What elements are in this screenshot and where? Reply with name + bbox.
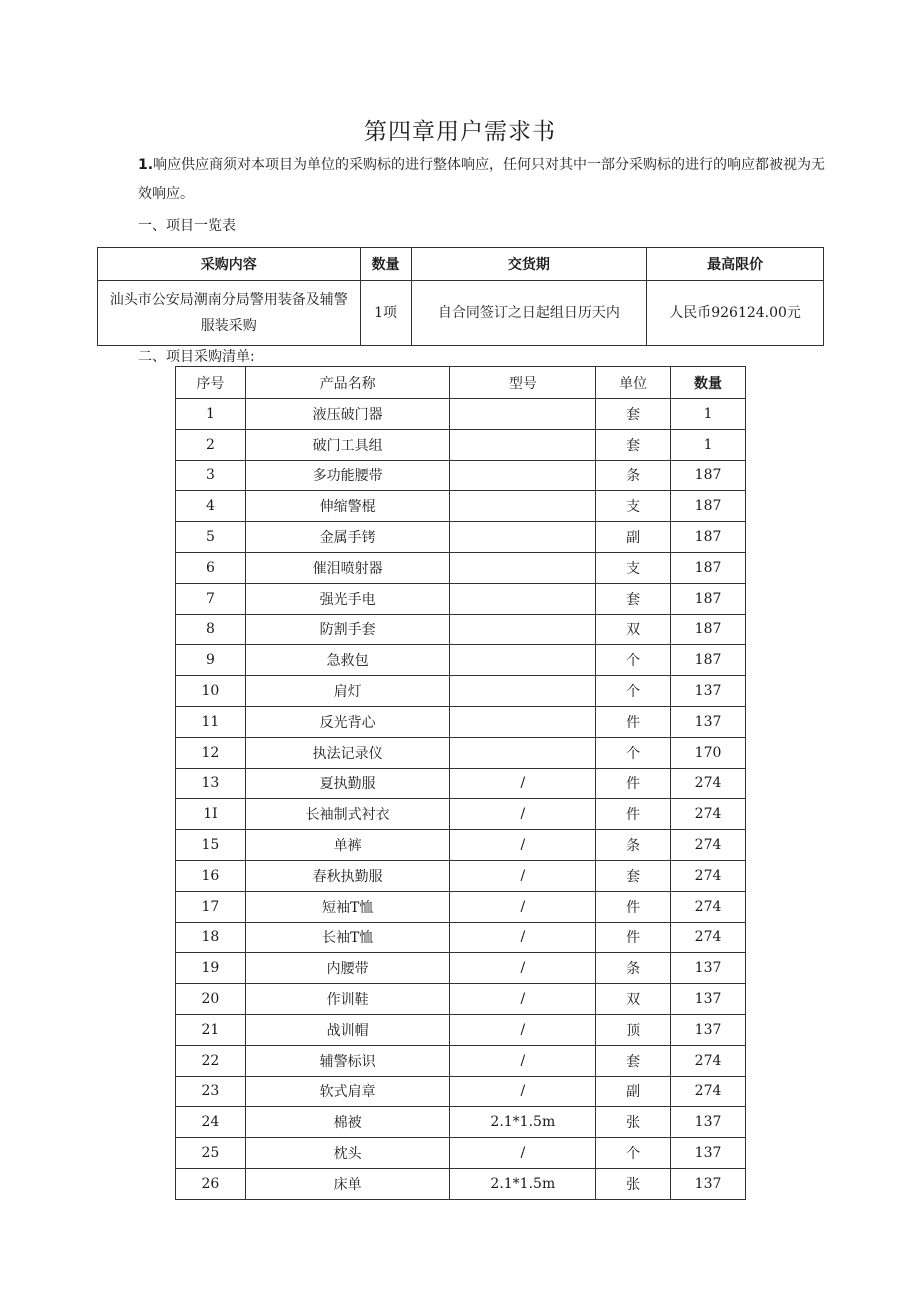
list-header-no: 序号 [176, 367, 246, 399]
section-heading-overview: 一、项目一览表 [138, 218, 236, 234]
cell-name: 强光手电 [245, 583, 450, 614]
cell-name: 内腰带 [245, 953, 450, 984]
cell-model: / [450, 953, 596, 984]
table-row [176, 676, 746, 707]
cell-no: 24 [176, 1107, 246, 1138]
cell-unit: 双 [596, 614, 671, 645]
table-row [176, 799, 746, 830]
cell-model: / [450, 891, 596, 922]
cell-qty: 170 [671, 737, 746, 768]
cell-name: 夏执勤服 [245, 768, 450, 799]
table-row [176, 984, 746, 1015]
cell-unit: 个 [596, 645, 671, 676]
cell-no: 1I [176, 799, 246, 830]
cell-model: / [450, 1014, 596, 1045]
cell-no: 8 [176, 614, 246, 645]
cell-model [450, 676, 596, 707]
cell-unit: 套 [596, 429, 671, 460]
cell-no: 11 [176, 706, 246, 737]
table-row [176, 768, 746, 799]
cell-no: 1 [176, 399, 246, 430]
cell-name: 春秋执勤服 [245, 860, 450, 891]
cell-model [450, 706, 596, 737]
cell-no: 23 [176, 1076, 246, 1107]
cell-no: 7 [176, 583, 246, 614]
cell-qty: 274 [671, 922, 746, 953]
table-row [176, 429, 746, 460]
cell-qty: 187 [671, 522, 746, 553]
cell-qty: 137 [671, 984, 746, 1015]
cell-model: / [450, 984, 596, 1015]
list-body [176, 399, 746, 1200]
cell-qty: 1 [671, 399, 746, 430]
table-row [176, 830, 746, 861]
table-row [176, 953, 746, 984]
cell-no: 19 [176, 953, 246, 984]
cell-qty: 187 [671, 552, 746, 583]
cell-model [450, 645, 596, 676]
table-row [176, 552, 746, 583]
cell-model: / [450, 922, 596, 953]
cell-model [450, 460, 596, 491]
cell-unit: 张 [596, 1168, 671, 1199]
table-row [176, 399, 746, 430]
cell-unit: 件 [596, 768, 671, 799]
cell-model: / [450, 860, 596, 891]
summary-header-price: 最高限价 [647, 248, 824, 281]
cell-qty: 274 [671, 768, 746, 799]
cell-qty: 187 [671, 645, 746, 676]
cell-no: 2 [176, 429, 246, 460]
summary-header-qty: 数量 [360, 248, 411, 281]
cell-unit: 件 [596, 706, 671, 737]
intro-lead: 1. [138, 157, 154, 173]
cell-no: 16 [176, 860, 246, 891]
summary-header-content: 采购内容 [98, 248, 361, 281]
cell-model [450, 552, 596, 583]
cell-unit: 条 [596, 830, 671, 861]
table-row [176, 922, 746, 953]
cell-name: 棉被 [245, 1107, 450, 1138]
cell-name: 伸缩警棍 [245, 491, 450, 522]
summary-table [97, 247, 824, 346]
cell-unit: 条 [596, 953, 671, 984]
table-row [176, 645, 746, 676]
cell-model [450, 583, 596, 614]
cell-model: / [450, 1045, 596, 1076]
cell-qty: 274 [671, 799, 746, 830]
cell-no: 21 [176, 1014, 246, 1045]
cell-no: 5 [176, 522, 246, 553]
cell-qty: 137 [671, 706, 746, 737]
cell-qty: 187 [671, 614, 746, 645]
cell-unit: 个 [596, 737, 671, 768]
table-row [176, 860, 746, 891]
cell-no: 10 [176, 676, 246, 707]
cell-qty: 274 [671, 830, 746, 861]
cell-name: 辅警标识 [245, 1045, 450, 1076]
summary-delivery: 自合同签订之日起组日历天内 [411, 281, 647, 346]
list-header-unit: 单位 [596, 367, 671, 399]
table-row [176, 1168, 746, 1199]
cell-model: / [450, 830, 596, 861]
cell-unit: 副 [596, 522, 671, 553]
intro-paragraph [138, 151, 828, 209]
summary-content: 汕头市公安局潮南分局警用装备及辅警服装采购 [98, 281, 361, 346]
cell-name: 长袖制式衬衣 [245, 799, 450, 830]
cell-model [450, 429, 596, 460]
cell-name: 单裤 [245, 830, 450, 861]
table-row [176, 1014, 746, 1045]
cell-unit: 支 [596, 552, 671, 583]
cell-unit: 个 [596, 1138, 671, 1169]
cell-no: 13 [176, 768, 246, 799]
cell-qty: 187 [671, 583, 746, 614]
cell-model: 2.1*1.5m [450, 1107, 596, 1138]
cell-qty: 137 [671, 1168, 746, 1199]
cell-no: 18 [176, 922, 246, 953]
cell-name: 长袖T恤 [245, 922, 450, 953]
cell-name: 防割手套 [245, 614, 450, 645]
cell-unit: 顶 [596, 1014, 671, 1045]
cell-name: 软式肩章 [245, 1076, 450, 1107]
intro-text: 响应供应商须对本项目为单位的采购标的进行整体响应，任何只对其中一部分采购标的进行的响应都被视为无效响应。 [138, 157, 826, 202]
cell-name: 破门工具组 [245, 429, 450, 460]
cell-qty: 137 [671, 953, 746, 984]
table-row [176, 522, 746, 553]
cell-model [450, 399, 596, 430]
cell-qty: 274 [671, 1045, 746, 1076]
cell-unit: 副 [596, 1076, 671, 1107]
section-heading-list: 二、项目采购清单: [138, 349, 255, 365]
cell-unit: 件 [596, 891, 671, 922]
table-row [176, 614, 746, 645]
cell-model [450, 522, 596, 553]
cell-no: 3 [176, 460, 246, 491]
list-header-name: 产品名称 [245, 367, 450, 399]
cell-no: 12 [176, 737, 246, 768]
cell-model: / [450, 1138, 596, 1169]
cell-name: 多功能腰带 [245, 460, 450, 491]
cell-qty: 187 [671, 491, 746, 522]
summary-price: 人民币926124.00元 [647, 281, 824, 346]
cell-qty: 1 [671, 429, 746, 460]
cell-unit: 双 [596, 984, 671, 1015]
cell-no: 20 [176, 984, 246, 1015]
cell-qty: 137 [671, 1138, 746, 1169]
summary-header-row [98, 248, 824, 281]
cell-no: 22 [176, 1045, 246, 1076]
cell-name: 反光背心 [245, 706, 450, 737]
table-row [176, 1107, 746, 1138]
cell-no: 15 [176, 830, 246, 861]
list-header-row [176, 367, 746, 399]
cell-model [450, 491, 596, 522]
table-row [176, 460, 746, 491]
cell-qty: 137 [671, 1107, 746, 1138]
cell-name: 催泪喷射器 [245, 552, 450, 583]
cell-qty: 137 [671, 676, 746, 707]
cell-unit: 件 [596, 799, 671, 830]
cell-qty: 274 [671, 891, 746, 922]
cell-model [450, 614, 596, 645]
cell-no: 9 [176, 645, 246, 676]
cell-unit: 套 [596, 583, 671, 614]
table-row [176, 891, 746, 922]
cell-name: 执法记录仪 [245, 737, 450, 768]
cell-model: / [450, 768, 596, 799]
cell-unit: 支 [596, 491, 671, 522]
list-header-qty: 数量 [671, 367, 746, 399]
cell-no: 17 [176, 891, 246, 922]
cell-unit: 套 [596, 399, 671, 430]
cell-unit: 套 [596, 860, 671, 891]
cell-qty: 274 [671, 1076, 746, 1107]
cell-name: 作训鞋 [245, 984, 450, 1015]
cell-qty: 137 [671, 1014, 746, 1045]
cell-unit: 条 [596, 460, 671, 491]
cell-model: / [450, 799, 596, 830]
cell-qty: 187 [671, 460, 746, 491]
cell-name: 液压破门器 [245, 399, 450, 430]
cell-name: 金属手铐 [245, 522, 450, 553]
procurement-list-table [175, 366, 746, 1200]
cell-unit: 张 [596, 1107, 671, 1138]
cell-name: 急救包 [245, 645, 450, 676]
cell-name: 肩灯 [245, 676, 450, 707]
table-row [176, 491, 746, 522]
cell-model: 2.1*1.5m [450, 1168, 596, 1199]
cell-no: 4 [176, 491, 246, 522]
summary-header-delivery: 交货期 [411, 248, 647, 281]
page-title: 第四章用户需求书 [364, 119, 556, 145]
table-row [176, 706, 746, 737]
table-row [176, 1045, 746, 1076]
cell-name: 枕头 [245, 1138, 450, 1169]
cell-unit: 个 [596, 676, 671, 707]
cell-name: 床单 [245, 1168, 450, 1199]
table-row [176, 1076, 746, 1107]
summary-qty: 1项 [360, 281, 411, 346]
summary-row [98, 281, 824, 346]
table-row [176, 1138, 746, 1169]
cell-model: / [450, 1076, 596, 1107]
cell-unit: 件 [596, 922, 671, 953]
table-row [176, 583, 746, 614]
cell-unit: 套 [596, 1045, 671, 1076]
list-header-model: 型号 [450, 367, 596, 399]
cell-name: 战训帽 [245, 1014, 450, 1045]
table-row [176, 737, 746, 768]
cell-no: 6 [176, 552, 246, 583]
cell-no: 26 [176, 1168, 246, 1199]
cell-name: 短袖T恤 [245, 891, 450, 922]
cell-qty: 274 [671, 860, 746, 891]
cell-no: 25 [176, 1138, 246, 1169]
cell-model [450, 737, 596, 768]
